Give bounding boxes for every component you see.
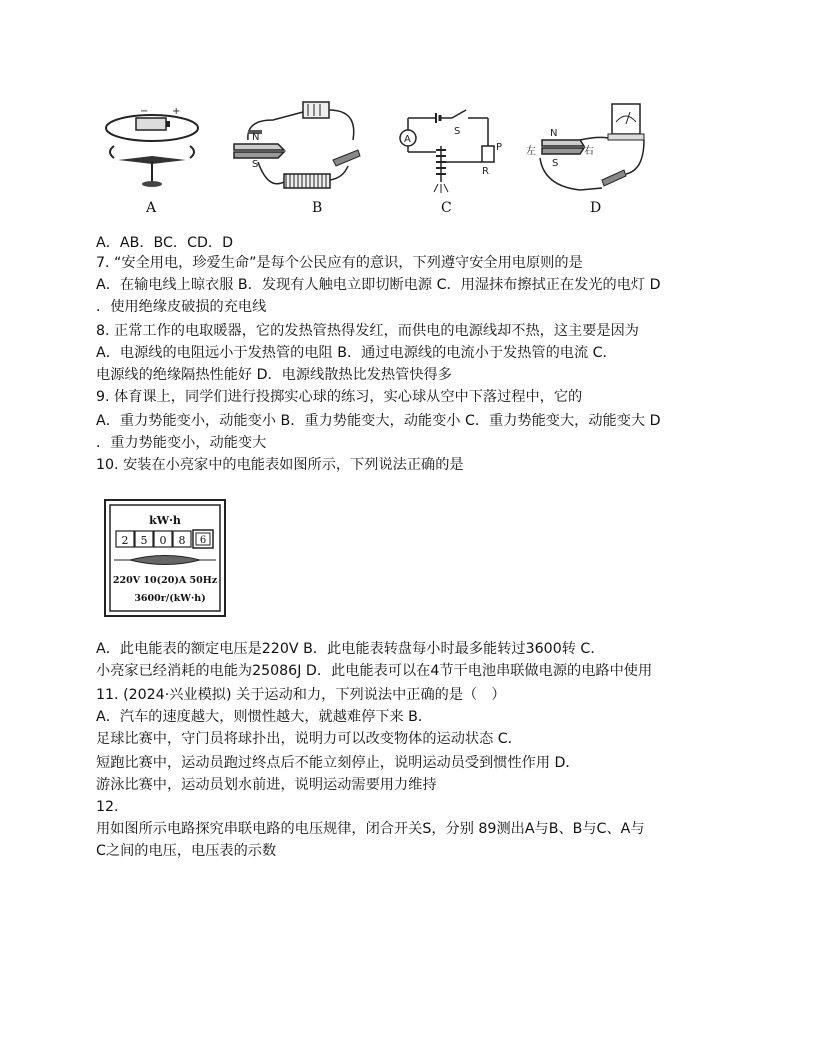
svg-text:A: A [404,134,411,145]
q12-line-1: 用如图所示电路探究串联电路的电压规律，闭合开关S，分别 89测出A与B、B与C、A与 [96,821,645,837]
meter-digit-3: 0 [159,534,167,547]
q11-line-1: A．汽车的速度越大，则惯性越大，就越难停下来 B． [96,709,433,725]
q9-options-line-1: A．重力势能变小，动能变小 B．重力势能变大，动能变小 C．重力势能变大，动能变大 D [96,413,661,429]
figure-c-label: C [441,200,452,216]
svg-text:左: 左 [526,146,536,157]
q7-options-line-1: A．在输电线上晾衣服 B．发现有人触电立即切断电源 C．用湿抹布擦拭正在发光的电灯 D [96,277,661,293]
svg-text:R: R [482,166,489,177]
svg-text:N: N [252,132,260,143]
figure-d-label: D [590,200,602,216]
meter-digit-5: 6 [199,535,207,546]
meter-digit-1: 2 [121,534,129,547]
q9-options-line-2: ．重力势能变小，动能变大 [96,435,267,451]
q11-line-3: 短跑比赛中，运动员跑过终点后不能立刻停止，说明运动员受到惯性作用 D． [96,755,580,771]
q10-options-line-1: A．此电能表的额定电压是220V B．此电能表转盘每小时最多能转过3600转 C． [96,641,605,657]
q10-options-line-2: 小亮家已经消耗的电能为25086J D．此电能表可以在4节干电池串联做电源的电路中使用 [96,663,653,679]
q11-line-2: 足球比赛中，守门员将球扑出，说明力可以改变物体的运动状态 C． [96,731,522,747]
svg-text:S: S [552,158,559,169]
q12-number: 12. [96,799,119,815]
meter-digit-2: 5 [140,534,148,547]
q8-options-line-2: 电源线的绝缘隔热性能好 D．电源线散热比发热管快得多 [96,367,452,383]
q6-options: A．AB．BC．CD．D [96,235,234,251]
svg-text:N: N [550,128,558,139]
q8-stem: 8. 正常工作的电取暖器，它的发热管热得发红，而供电的电源线却不热，这主要是因为 [96,323,639,339]
q6-figures [100,100,660,225]
figure-a-label: A [146,200,157,216]
q11-line-4: 游泳比赛中，运动员划水前进，说明运动需要用力维持 [96,777,437,793]
figure-b-induction [228,100,368,225]
q10-stem: 10. 安装在小亮家中的电能表如图所示，下列说法正确的是 [96,457,464,473]
electric-meter-figure [104,499,226,617]
meter-constant: 3600r/(kW·h) [134,593,206,604]
svg-text:S: S [454,126,461,137]
q11-stem: 11. (2024·兴业模拟) 关于运动和力，下列说法中正确的是（ ） [96,687,506,703]
q12-line-2: C之间的电压，电压表的示数 [96,843,277,859]
q8-options-line-1: A．电源线的电阻远小于发热管的电阻 B．通过电源线的电流小于发热管的电流 C． [96,345,617,361]
meter-rating: 220V 10(20)A 50Hz [112,575,218,586]
q9-stem: 9. 体育课上，同学们进行投掷实心球的练习，实心球从空中下落过程中，它的 [96,389,583,405]
meter-unit: kW·h [149,514,181,527]
q7-options-line-2: ．使用绝缘皮破损的充电线 [96,299,267,315]
svg-text:+: + [172,106,181,117]
meter-digit-4: 8 [178,534,186,547]
svg-text:P: P [496,142,503,153]
svg-text:右: 右 [584,146,594,157]
svg-text:S: S [252,159,259,170]
figure-b-label: B [312,200,323,216]
svg-text:−: − [140,106,149,117]
q7-stem: 7. “安全用电，珍爱生命”是每个公民应有的意识，下列遵守安全用电原则的是 [96,255,583,271]
